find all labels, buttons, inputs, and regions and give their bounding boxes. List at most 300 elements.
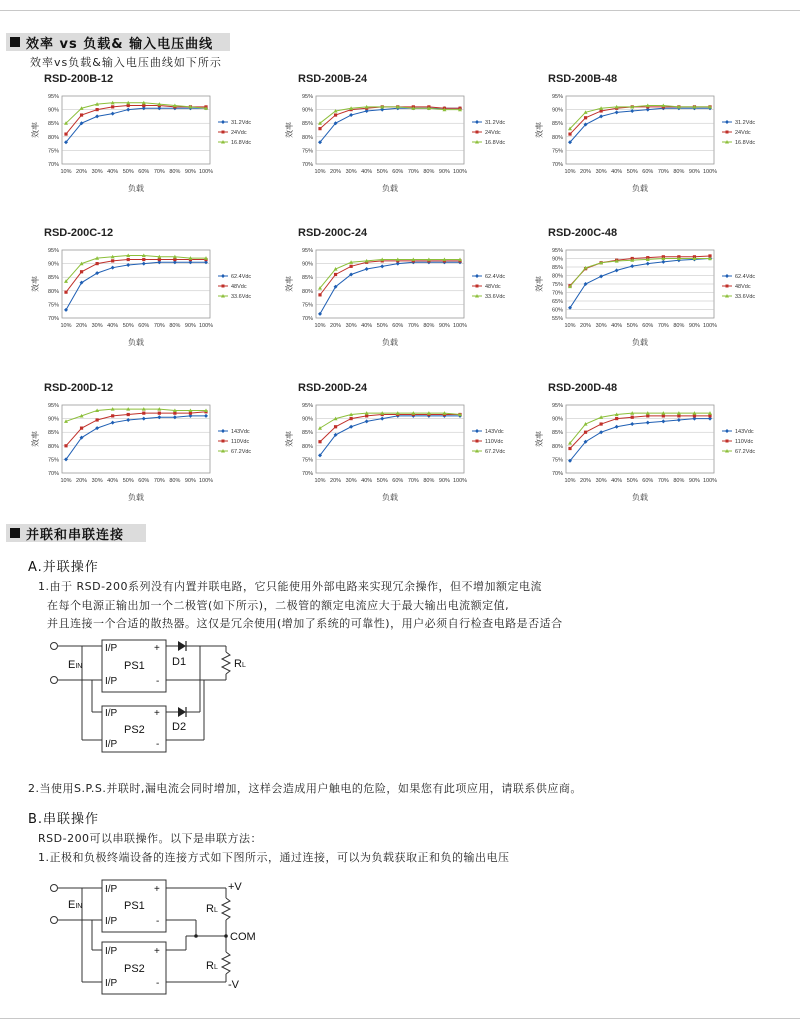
legend-label: 143Vdc (485, 429, 504, 435)
ps1-ip-top: I/P (105, 643, 118, 654)
x-tick-label: 80% (169, 169, 181, 175)
ps1-minus: - (156, 676, 160, 687)
ps1-minus: - (156, 916, 160, 927)
legend-label: 62.4Vdc (485, 274, 506, 280)
y-tick-label: 80% (551, 443, 563, 450)
x-tick-label: 30% (91, 323, 103, 329)
y-tick-label: 95% (301, 248, 313, 254)
ein-label: EIN (68, 659, 83, 671)
chart-svg (534, 381, 784, 521)
legend-marker (221, 274, 225, 278)
x-tick-label: 10% (314, 478, 326, 484)
y-axis-label: 效率 (31, 276, 40, 292)
y-tick-label: 95% (47, 403, 59, 409)
data-point (64, 291, 67, 294)
data-point (631, 416, 634, 419)
y-tick-label: 70% (301, 316, 313, 322)
x-axis-label: 负载 (128, 338, 144, 347)
x-tick-label: 70% (153, 169, 165, 175)
x-tick-label: 50% (122, 478, 134, 484)
data-point (189, 412, 192, 415)
x-tick-label: 80% (673, 169, 685, 175)
x-tick-label: 90% (438, 169, 450, 175)
legend-marker (725, 429, 729, 433)
y-tick-label: 85% (301, 275, 313, 282)
x-axis-label: 负载 (632, 184, 648, 193)
x-tick-label: 80% (673, 323, 685, 329)
chart-svg (284, 226, 534, 366)
x-tick-label: 50% (626, 323, 638, 329)
chart-svg (30, 72, 280, 212)
load-resistor-bottom-icon (222, 952, 230, 974)
x-tick-label: 10% (314, 323, 326, 329)
y-tick-label: 85% (551, 265, 563, 271)
plot-area (566, 405, 714, 473)
y-tick-label: 80% (47, 134, 59, 141)
y-tick-label: 80% (301, 443, 313, 450)
x-tick-label: 60% (138, 323, 150, 329)
x-tick-label: 30% (91, 169, 103, 175)
y-tick-label: 75% (47, 302, 59, 309)
ps1-ip-bottom: I/P (105, 676, 118, 687)
data-point (142, 262, 146, 266)
efficiency-chart (534, 226, 784, 370)
x-tick-label: 50% (376, 478, 388, 484)
chart-title: RSD-200C-12 (44, 227, 114, 239)
data-point (662, 414, 665, 417)
data-point (661, 419, 665, 423)
chart-title: RSD-200B-24 (298, 73, 368, 85)
data-point (80, 113, 83, 116)
x-tick-label: 100% (198, 323, 214, 329)
x-tick-label: 40% (611, 323, 623, 329)
y-tick-label: 55% (551, 316, 563, 322)
y-tick-label: 90% (301, 261, 313, 268)
legend-label: 67.2Vdc (231, 449, 252, 455)
x-tick-label: 40% (361, 169, 373, 175)
y-tick-label: 70% (47, 471, 59, 477)
legend-label: 62.4Vdc (735, 274, 756, 280)
legend-label: 143Vdc (735, 429, 754, 435)
d1-label: D1 (172, 656, 187, 668)
data-point (96, 262, 99, 265)
y-tick-label: 65% (551, 299, 563, 305)
ps2-plus: + (154, 708, 160, 719)
series-line (66, 416, 206, 460)
y-axis-label: 效率 (285, 122, 294, 138)
chart-title: RSD-200D-12 (44, 382, 114, 394)
data-point (173, 258, 176, 261)
x-tick-label: 100% (702, 169, 718, 175)
legend-label: 110Vdc (231, 439, 250, 445)
data-point (661, 260, 665, 264)
parallel-text-item2: 2.当使用S.P.S.并联时,漏电流会同时增加，这样会造成用户触电的危险，如果您有此项应用，请联系供应商。 (28, 782, 582, 795)
series-line (570, 419, 710, 461)
data-point (380, 264, 384, 268)
legend-label: 33.6Vdc (485, 294, 506, 300)
x-tick-label: 60% (642, 169, 654, 175)
data-point (204, 414, 208, 418)
data-point (615, 417, 618, 420)
data-point (568, 132, 571, 135)
y-tick-label: 90% (47, 107, 59, 114)
data-point (127, 258, 130, 261)
data-point (630, 422, 634, 426)
x-axis-label: 负载 (382, 184, 398, 193)
x-tick-label: 40% (107, 323, 119, 329)
legend-label: 33.6Vdc (735, 294, 756, 300)
y-tick-label: 70% (301, 471, 313, 477)
plot-area (62, 250, 210, 318)
x-tick-label: 70% (153, 478, 165, 484)
legend-label: 31.2Vdc (231, 120, 252, 126)
efficiency-chart (534, 72, 784, 216)
x-tick-label: 100% (452, 323, 468, 329)
ps2-ip-top: I/P (105, 946, 118, 957)
x-tick-label: 80% (423, 169, 435, 175)
x-tick-label: 100% (452, 478, 468, 484)
y-tick-label: 70% (47, 316, 59, 322)
x-tick-label: 60% (138, 169, 150, 175)
x-tick-label: 10% (60, 323, 72, 329)
ps1-plus: + (154, 884, 160, 895)
ein-label: EIN (68, 899, 83, 911)
legend-label: 110Vdc (735, 439, 754, 445)
x-axis-label: 负载 (632, 493, 648, 502)
ps1-ip-bottom: I/P (105, 916, 118, 927)
x-tick-label: 50% (376, 169, 388, 175)
chart-title: RSD-200D-24 (298, 382, 368, 394)
x-tick-label: 100% (198, 478, 214, 484)
y-tick-label: 80% (47, 288, 59, 295)
y-tick-label: 85% (551, 121, 563, 128)
x-tick-label: 60% (642, 323, 654, 329)
y-tick-label: 95% (47, 248, 59, 254)
x-tick-label: 90% (184, 323, 196, 329)
legend-marker (475, 120, 479, 124)
x-tick-label: 30% (91, 478, 103, 484)
y-tick-label: 75% (551, 457, 563, 464)
legend-marker (222, 285, 225, 288)
data-point (334, 425, 337, 428)
efficiency-chart (30, 72, 280, 216)
series-line (570, 108, 710, 142)
parallel-text-line1: 1.由于 RSD-200系列没有内置并联电路，它只能使用外部电路来实现冗余操作，但不增加额定电流 (38, 580, 543, 593)
legend-marker (475, 274, 479, 278)
x-tick-label: 30% (345, 323, 357, 329)
square-bullet-icon (10, 37, 20, 47)
ps2-label: PS2 (124, 724, 145, 736)
legend-marker (476, 131, 479, 134)
x-tick-label: 40% (107, 478, 119, 484)
data-point (568, 447, 571, 450)
data-point (334, 273, 337, 276)
x-tick-label: 100% (452, 169, 468, 175)
chart-svg (534, 226, 784, 366)
x-tick-label: 60% (392, 323, 404, 329)
data-point (693, 414, 696, 417)
data-point (380, 417, 384, 421)
chart-svg (30, 381, 280, 521)
legend-label: 16.8Vdc (735, 140, 756, 146)
data-point (111, 259, 114, 262)
legend-label: 16.8Vdc (231, 140, 252, 146)
x-tick-label: 50% (626, 478, 638, 484)
data-point (111, 112, 115, 116)
legend-label: 48Vdc (231, 284, 247, 290)
ps1-plus: + (154, 643, 160, 654)
data-point (158, 412, 161, 415)
data-point (615, 268, 619, 272)
y-tick-label: 75% (301, 302, 313, 309)
x-tick-label: 100% (702, 478, 718, 484)
x-tick-label: 20% (330, 478, 342, 484)
series-heading: B.串联操作 (28, 812, 100, 827)
y-tick-label: 90% (301, 416, 313, 423)
y-axis-label: 效率 (285, 431, 294, 447)
square-bullet-icon (10, 528, 20, 538)
y-tick-label: 90% (551, 416, 563, 423)
legend-label: 62.4Vdc (231, 274, 252, 280)
data-point (64, 132, 67, 135)
x-tick-label: 100% (702, 323, 718, 329)
y-tick-label: 95% (47, 94, 59, 100)
x-tick-label: 20% (76, 169, 88, 175)
ps1-ip-top: I/P (105, 884, 118, 895)
series-line (66, 412, 206, 446)
bottom-rule (0, 1018, 800, 1019)
legend-label: 24Vdc (735, 130, 751, 136)
y-axis-label: 效率 (31, 122, 40, 138)
x-tick-label: 20% (580, 169, 592, 175)
y-tick-label: 70% (551, 471, 563, 477)
y-tick-label: 80% (47, 443, 59, 450)
y-axis-label: 效率 (285, 276, 294, 292)
ps2-minus: - (156, 978, 160, 989)
x-axis-label: 负载 (382, 493, 398, 502)
x-tick-label: 70% (407, 323, 419, 329)
legend-label: 24Vdc (231, 130, 247, 136)
legend-marker (726, 440, 729, 443)
chart-svg (534, 72, 784, 212)
y-tick-label: 85% (301, 430, 313, 437)
legend-label: 16.8Vdc (485, 140, 506, 146)
legend-marker (476, 440, 479, 443)
series-line (570, 259, 710, 287)
series-line (320, 262, 460, 314)
legend-label: 31.2Vdc (735, 120, 756, 126)
ps2-minus: - (156, 739, 160, 750)
y-tick-label: 85% (47, 430, 59, 437)
y-tick-label: 95% (551, 403, 563, 409)
data-point (600, 422, 603, 425)
x-tick-label: 20% (580, 323, 592, 329)
x-tick-label: 20% (580, 478, 592, 484)
data-point (646, 262, 650, 266)
y-tick-label: 95% (551, 94, 563, 100)
rl-label: RL (234, 658, 246, 670)
x-axis-label: 负载 (632, 338, 648, 347)
x-tick-label: 40% (361, 323, 373, 329)
ps2-ip-top: I/P (105, 708, 118, 719)
y-tick-label: 75% (301, 148, 313, 155)
data-point (64, 308, 68, 312)
x-tick-label: 10% (564, 478, 576, 484)
legend-label: 48Vdc (735, 284, 751, 290)
plot-area (316, 405, 464, 473)
legend-label: 67.2Vdc (485, 449, 506, 455)
x-tick-label: 70% (657, 478, 669, 484)
load-resistor-top-icon (222, 898, 230, 920)
x-axis-label: 负载 (128, 493, 144, 502)
legend-marker (221, 120, 225, 124)
data-point (142, 412, 145, 415)
efficiency-chart (284, 72, 534, 216)
plot-area (316, 96, 464, 164)
data-point (318, 127, 321, 130)
data-point (365, 414, 368, 417)
y-tick-label: 70% (551, 290, 563, 297)
legend-label: 110Vdc (485, 439, 504, 445)
section-header-efficiency (6, 33, 230, 51)
data-point (173, 412, 176, 415)
data-point (615, 425, 619, 429)
y-tick-label: 70% (47, 162, 59, 168)
ps2-ip-bottom: I/P (105, 978, 118, 989)
x-tick-label: 30% (595, 323, 607, 329)
x-tick-label: 90% (438, 323, 450, 329)
data-point (95, 114, 99, 118)
legend-marker (221, 429, 225, 433)
data-point (96, 418, 99, 421)
data-point (350, 417, 353, 420)
x-tick-label: 70% (657, 323, 669, 329)
diode-d1-icon (178, 641, 186, 651)
x-tick-label: 20% (76, 323, 88, 329)
x-tick-label: 10% (60, 169, 72, 175)
y-tick-label: 75% (47, 148, 59, 155)
y-axis-label: 效率 (535, 276, 544, 292)
legend-label: 67.2Vdc (735, 449, 756, 455)
legend-label: 31.2Vdc (485, 120, 506, 126)
data-point (630, 264, 634, 268)
legend-marker (222, 131, 225, 134)
x-tick-label: 50% (122, 169, 134, 175)
x-tick-label: 50% (626, 169, 638, 175)
chart-title: RSD-200C-48 (548, 227, 618, 239)
x-tick-label: 70% (407, 478, 419, 484)
data-point (599, 114, 603, 118)
data-point (80, 427, 83, 430)
x-tick-label: 10% (564, 169, 576, 175)
y-tick-label: 85% (301, 121, 313, 128)
diode-d2-icon (178, 707, 186, 717)
chart-title: RSD-200B-48 (548, 73, 618, 85)
y-tick-label: 70% (301, 162, 313, 168)
x-tick-label: 70% (657, 169, 669, 175)
chart-svg (284, 72, 534, 212)
com-label: COM (230, 931, 256, 943)
ps2-ip-bottom: I/P (105, 739, 118, 750)
chart-svg (284, 381, 534, 521)
top-rule (0, 10, 800, 11)
legend-label: 143Vdc (231, 429, 250, 435)
plot-area (316, 250, 464, 318)
x-tick-label: 80% (169, 323, 181, 329)
efficiency-chart (30, 381, 280, 525)
data-point (615, 110, 619, 114)
y-tick-label: 90% (551, 256, 563, 263)
legend-marker (475, 429, 479, 433)
x-tick-label: 90% (184, 169, 196, 175)
x-tick-label: 70% (407, 169, 419, 175)
efficiency-chart (284, 226, 534, 370)
data-point (349, 113, 353, 117)
x-tick-label: 40% (107, 169, 119, 175)
legend-label: 24Vdc (485, 130, 501, 136)
y-tick-label: 90% (47, 261, 59, 268)
ps1-label: PS1 (124, 660, 145, 672)
x-axis-label: 负载 (382, 338, 398, 347)
section-title: 并联和串联连接 (26, 527, 125, 543)
x-tick-label: 30% (345, 478, 357, 484)
x-tick-label: 10% (564, 323, 576, 329)
d2-label: D2 (172, 721, 187, 733)
y-tick-label: 75% (47, 457, 59, 464)
data-point (350, 265, 353, 268)
x-tick-label: 100% (198, 169, 214, 175)
x-tick-label: 60% (392, 478, 404, 484)
efficiency-chart (30, 226, 280, 370)
x-tick-label: 10% (60, 478, 72, 484)
y-tick-label: 70% (551, 162, 563, 168)
y-tick-label: 85% (47, 121, 59, 128)
legend-marker (726, 131, 729, 134)
data-point (111, 105, 114, 108)
parallel-text-line3: 并且连接一个合适的散热器。这仅是冗余使用(增加了系统的可靠性)，用户必须自行检查电路是否适合 (47, 617, 563, 630)
x-tick-label: 40% (361, 478, 373, 484)
chart-title: RSD-200D-48 (548, 382, 618, 394)
data-point (349, 425, 353, 429)
data-point (318, 440, 321, 443)
chart-svg (30, 226, 280, 366)
y-tick-label: 85% (47, 275, 59, 282)
y-tick-label: 90% (301, 107, 313, 114)
x-axis-label: 负载 (128, 184, 144, 193)
y-tick-label: 80% (301, 134, 313, 141)
data-point (677, 414, 680, 417)
parallel-heading: A.并联操作 (28, 560, 99, 575)
x-tick-label: 50% (122, 323, 134, 329)
series-line (570, 106, 710, 129)
x-tick-label: 20% (330, 169, 342, 175)
data-point (142, 258, 145, 261)
data-point (365, 267, 369, 271)
data-point (646, 421, 650, 425)
data-point (142, 417, 146, 421)
x-tick-label: 90% (688, 478, 700, 484)
data-point (111, 414, 114, 417)
data-point (80, 270, 83, 273)
x-tick-label: 20% (76, 478, 88, 484)
parallel-text-line2: 在每个电源正输出加一个二极管(如下所示)，二极管的额定电流应大于最大输出电流额定值, (47, 599, 510, 612)
section-title: 效率 vs 负载& 输入电压曲线 (26, 36, 214, 52)
legend-marker (476, 285, 479, 288)
x-tick-label: 90% (184, 478, 196, 484)
legend-marker (725, 120, 729, 124)
rl-bottom-label: RL (206, 960, 218, 972)
legend-marker (726, 285, 729, 288)
